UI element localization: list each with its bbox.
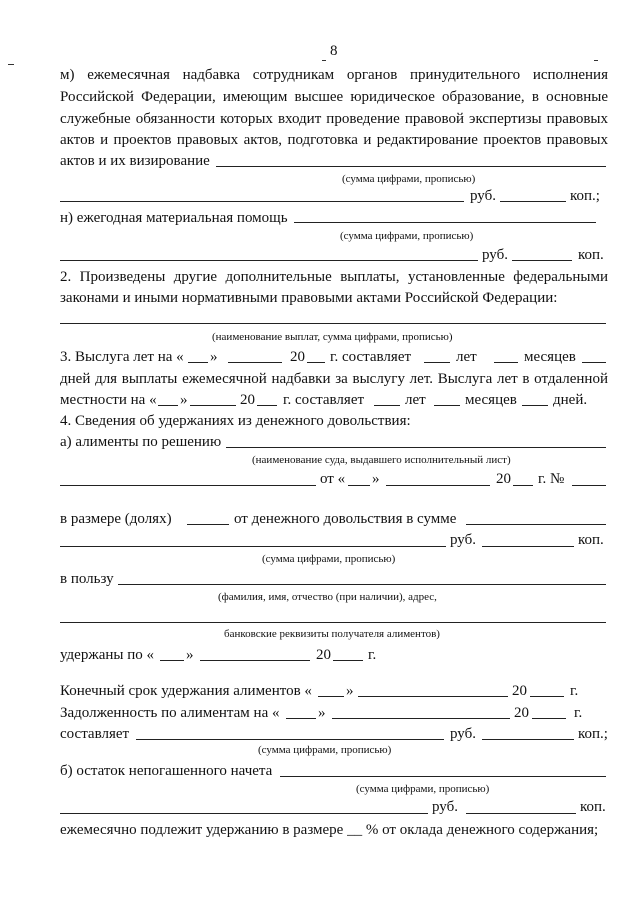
- surcharge-field-2[interactable]: [60, 813, 428, 814]
- withheld-day-field[interactable]: [160, 660, 184, 661]
- item-m-caption: (сумма цифрами, прописью): [342, 173, 476, 185]
- alimony-year-field[interactable]: [513, 485, 533, 486]
- item-m-line-5: актов и их визирование: [60, 153, 210, 169]
- bank-caption: банковские реквизиты получателя алиментов): [224, 628, 440, 640]
- year-prefix: 20: [316, 647, 331, 663]
- service-year-field[interactable]: [307, 362, 325, 363]
- debt-amount-field[interactable]: [136, 739, 444, 740]
- remote-days-field[interactable]: [522, 405, 548, 406]
- year-prefix: 20: [512, 683, 527, 699]
- alimony-label: а) алименты по решению: [60, 434, 222, 450]
- quote-close: »: [372, 471, 380, 487]
- surcharge-kop: коп.: [580, 799, 606, 815]
- year-suffix: г.: [368, 647, 377, 663]
- number-label: г. №: [538, 471, 565, 487]
- days-label: дней.: [553, 392, 588, 408]
- year-prefix: 20: [240, 392, 255, 408]
- section-2-caption: (наименование выплат, сумма цифрами, прописью): [212, 331, 453, 343]
- alimony-day-field[interactable]: [348, 485, 370, 486]
- remote-day-field[interactable]: [158, 405, 178, 406]
- service-days-field[interactable]: [582, 362, 606, 363]
- year-prefix: 20: [496, 471, 511, 487]
- debt-kop-field[interactable]: [482, 739, 574, 740]
- alimony-court-field-2[interactable]: [60, 485, 316, 486]
- remote-month-field[interactable]: [190, 405, 236, 406]
- service-years-label: 3. Выслуга лет на «: [60, 349, 184, 365]
- surcharge-label: б) остаток непогашенного начета: [60, 763, 273, 779]
- item-m-kop: коп.;: [570, 188, 600, 204]
- page-number: 8: [330, 43, 338, 59]
- section-3-line-2: дней для выплаты ежемесячной надбавки за выслугу лет. Выслуга лет в отдаленной: [60, 371, 608, 387]
- beneficiary-label: в пользу: [60, 571, 114, 587]
- section-4-title: 4. Сведения об удержаниях из денежного довольствия:: [60, 413, 411, 429]
- section-2-field[interactable]: [60, 323, 606, 324]
- item-n-sum-field[interactable]: [294, 222, 596, 223]
- alimony-court-caption: (наименование суда, выдавшего исполнительный лист): [252, 454, 511, 466]
- scan-mark: [594, 60, 598, 61]
- item-n-line-1: н) ежегодная материальная помощь: [60, 210, 288, 226]
- item-n-caption: (сумма цифрами, прописью): [340, 230, 474, 242]
- remote-years-field[interactable]: [374, 405, 400, 406]
- share-rub: руб.: [450, 532, 476, 548]
- service-years-field[interactable]: [424, 362, 450, 363]
- quote-close: »: [186, 647, 194, 663]
- remote-service-label: местности на «: [60, 392, 157, 408]
- item-m-line-4: актов и проектов правовых актов, подготовка и редактирование проектов правовых: [60, 132, 608, 148]
- alimony-court-field[interactable]: [226, 447, 606, 448]
- item-m-rub: руб.: [470, 188, 496, 204]
- share-sum-field[interactable]: [466, 524, 606, 525]
- remote-months-field[interactable]: [434, 405, 460, 406]
- service-day-field[interactable]: [188, 362, 208, 363]
- surcharge-caption: (сумма цифрами, прописью): [356, 783, 490, 795]
- withheld-year-field[interactable]: [333, 660, 363, 661]
- debt-year-field[interactable]: [532, 718, 566, 719]
- share-kop: коп.: [578, 532, 604, 548]
- year-prefix: 20: [290, 349, 305, 365]
- debt-day-field[interactable]: [286, 718, 316, 719]
- years-label: лет: [456, 349, 477, 365]
- service-months-field[interactable]: [494, 362, 518, 363]
- withheld-month-field[interactable]: [200, 660, 310, 661]
- months-label: месяцев: [465, 392, 517, 408]
- surcharge-rub: руб.: [432, 799, 458, 815]
- service-month-field[interactable]: [228, 362, 282, 363]
- debt-month-field[interactable]: [332, 718, 510, 719]
- year-prefix: 20: [514, 705, 529, 721]
- debt-label: Задолженность по алиментам на «: [60, 705, 280, 721]
- share-label: в размере (долях): [60, 511, 172, 527]
- debt-amount-label: составляет: [60, 726, 130, 742]
- item-n-rub: руб.: [482, 247, 508, 263]
- section-2-line-2: законами и иными нормативными правовыми актами Российской Федерации:: [60, 290, 558, 306]
- alimony-number-field[interactable]: [572, 485, 606, 486]
- section-2-line-1: 2. Произведены другие дополнительные выплаты, установленные федеральными: [60, 269, 608, 285]
- share-caption: (сумма цифрами, прописью): [262, 553, 396, 565]
- item-n-kop-field[interactable]: [512, 260, 572, 261]
- surcharge-kop-field[interactable]: [466, 813, 576, 814]
- withheld-label: удержаны по «: [60, 647, 154, 663]
- monthly-deduction-line: ежемесячно подлежит удержанию в размере __ % от оклада денежного содержания;: [60, 822, 599, 838]
- item-m-line-1: м) ежемесячная надбавка сотрудникам органов принудительного исполнения: [60, 67, 608, 83]
- years-label: лет: [405, 392, 426, 408]
- item-m-sum-field-2[interactable]: [60, 201, 464, 202]
- item-m-line-2: Российской Федерации, имеющим высшее юридическое образование, в основные: [60, 89, 608, 105]
- quote-close: »: [346, 683, 354, 699]
- debt-amount-rub: руб.: [450, 726, 476, 742]
- item-n-kop: коп.: [578, 247, 604, 263]
- share-kop-field[interactable]: [482, 546, 574, 547]
- item-m-sum-field[interactable]: [216, 166, 606, 167]
- scan-mark: [322, 60, 326, 61]
- item-m-line-3: служебные обязанности которых входит проведение правовой экспертизы правовых: [60, 111, 608, 127]
- months-label: месяцев: [524, 349, 576, 365]
- surcharge-field[interactable]: [280, 776, 606, 777]
- share-sum-label: от денежного довольствия в сумме: [234, 511, 457, 527]
- remote-amounts-label: г. составляет: [283, 392, 365, 408]
- service-amounts-label: г. составляет: [330, 349, 412, 365]
- quote-close: »: [210, 349, 218, 365]
- debt-amount-caption: (сумма цифрами, прописью): [258, 744, 392, 756]
- alimony-month-field[interactable]: [386, 485, 490, 486]
- beneficiary-field[interactable]: [118, 584, 606, 585]
- final-year-field[interactable]: [530, 696, 564, 697]
- quote-close: »: [180, 392, 188, 408]
- remote-year-field[interactable]: [257, 405, 277, 406]
- final-term-label: Конечный срок удержания алиментов «: [60, 683, 312, 699]
- scan-mark: [8, 64, 14, 65]
- quote-close: »: [318, 705, 326, 721]
- beneficiary-caption: (фамилия, имя, отчество (при наличии), адрес,: [218, 591, 437, 603]
- year-suffix: г.: [570, 683, 579, 699]
- final-day-field[interactable]: [318, 696, 344, 697]
- debt-amount-kop: коп.;: [578, 726, 608, 742]
- share-sum-field-2[interactable]: [60, 546, 446, 547]
- item-m-kop-field[interactable]: [500, 201, 566, 202]
- beneficiary-field-2[interactable]: [60, 622, 606, 623]
- share-field[interactable]: [187, 524, 229, 525]
- from-label: от «: [320, 471, 346, 487]
- year-suffix: г.: [574, 705, 583, 721]
- final-month-field[interactable]: [358, 696, 508, 697]
- item-n-sum-field-2[interactable]: [60, 260, 478, 261]
